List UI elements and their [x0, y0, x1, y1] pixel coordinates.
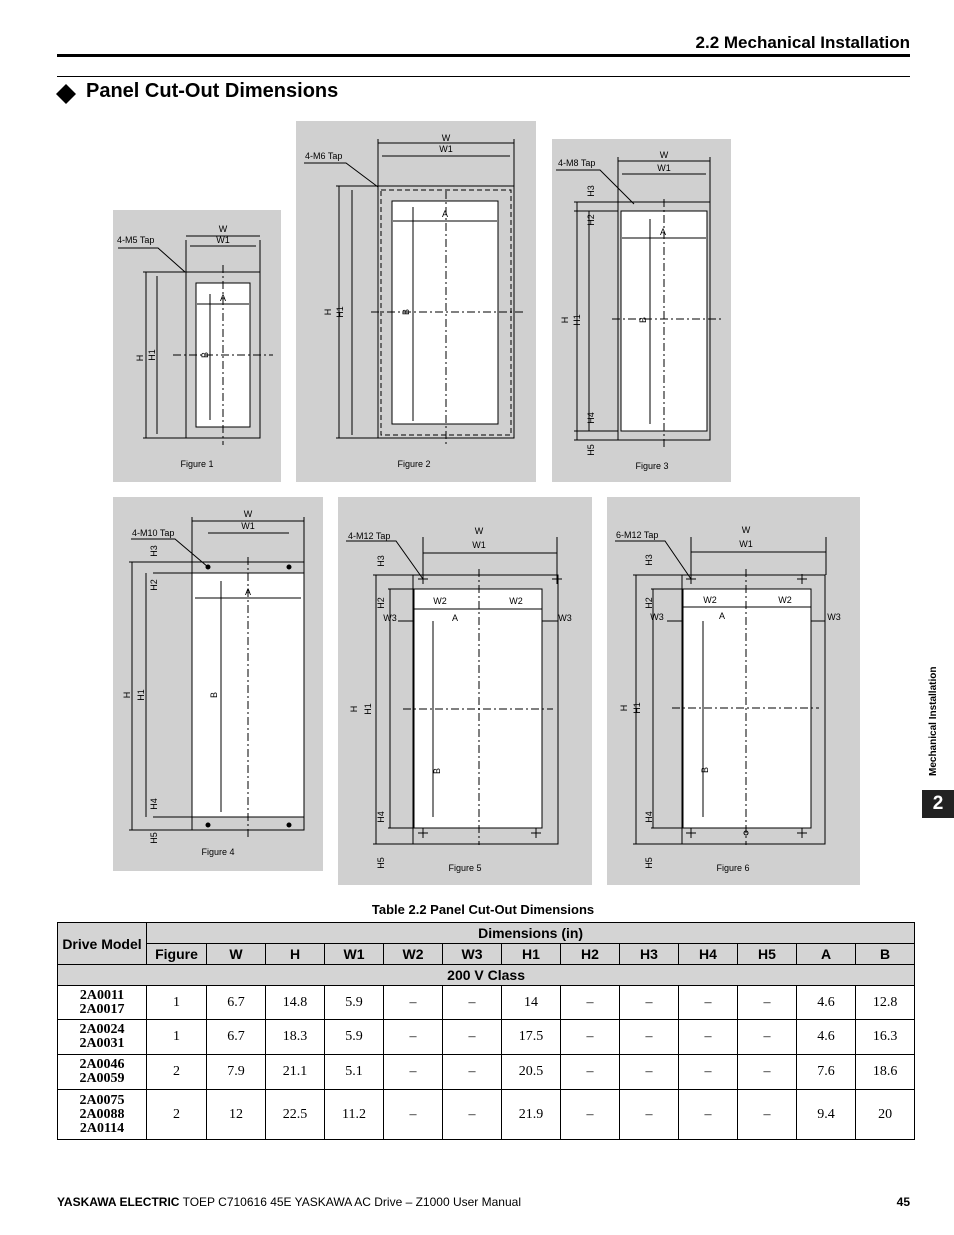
- column-header: Figure: [147, 944, 207, 965]
- class-label: 200 V Class: [58, 965, 915, 986]
- label-h2: H2: [149, 579, 159, 591]
- page-number: 45: [896, 1195, 910, 1209]
- label-h: H: [560, 316, 570, 324]
- figure-5-tap: 4-M12 Tap: [348, 531, 391, 541]
- dimension-cell: 4.6: [797, 1020, 856, 1055]
- dimension-cell: –: [443, 1090, 502, 1140]
- drive-model-header: Drive Model: [58, 923, 147, 965]
- header-section-title: 2.2 Mechanical Installation: [695, 33, 910, 52]
- label-w3: W3: [558, 613, 572, 623]
- drive-model-cell: [58, 1055, 147, 1090]
- label-w: W: [441, 133, 451, 143]
- figure-1-drawing: [113, 210, 281, 482]
- dimension-cell: –: [561, 1020, 620, 1055]
- dimension-cell: 21.1: [266, 1055, 325, 1090]
- label-h5: H5: [644, 857, 654, 869]
- dimension-cell: 22.5: [266, 1090, 325, 1140]
- dimension-cell: 18.3: [266, 1020, 325, 1055]
- dimension-cell: –: [561, 1090, 620, 1140]
- label-h5: H5: [586, 444, 596, 456]
- dimension-cell: –: [561, 1055, 620, 1090]
- label-w1: W1: [739, 539, 753, 549]
- chapter-tab: 2: [922, 790, 954, 818]
- column-header: H4: [679, 944, 738, 965]
- label-h3: H3: [644, 554, 654, 566]
- dimension-cell: –: [738, 986, 797, 1020]
- drive-model: 2A0031: [79, 1036, 125, 1051]
- label-a: A: [659, 227, 667, 237]
- label-a: A: [451, 613, 459, 623]
- drive-model: 2A0114: [79, 1120, 125, 1136]
- label-b: B: [638, 316, 648, 324]
- drive-model: 2A0059: [79, 1071, 125, 1086]
- table-caption: Table 2.2 Panel Cut-Out Dimensions: [371, 902, 595, 917]
- section-rule: [57, 76, 910, 77]
- label-b: B: [401, 308, 411, 316]
- column-header: H5: [738, 944, 797, 965]
- label-h4: H4: [586, 412, 596, 424]
- dimension-cell: 2: [147, 1055, 207, 1090]
- dimension-cell: 12: [207, 1090, 266, 1140]
- dimension-cell: –: [738, 1055, 797, 1090]
- label-h4: H4: [644, 811, 654, 823]
- figure-3-drawing: [552, 139, 731, 482]
- dimension-cell: 6.7: [207, 986, 266, 1020]
- dimension-cell: –: [443, 986, 502, 1020]
- label-w: W: [243, 509, 253, 519]
- dimension-cell: 6.7: [207, 1020, 266, 1055]
- dimension-cell: 5.1: [325, 1055, 384, 1090]
- figure-6-tap: 6-M12 Tap: [616, 530, 659, 540]
- label-h: H: [619, 704, 629, 712]
- dimension-cell: –: [384, 986, 443, 1020]
- dimension-cell: –: [679, 1090, 738, 1140]
- label-w2: W2: [509, 596, 523, 606]
- figure-1-caption: Figure 1: [180, 459, 214, 469]
- label-w1: W1: [657, 163, 671, 173]
- dimensions-table: [57, 922, 915, 1140]
- dimension-cell: 16.3: [856, 1020, 915, 1055]
- label-h2: H2: [644, 597, 654, 609]
- dimension-cell: 14.8: [266, 986, 325, 1020]
- label-h2: H2: [586, 214, 596, 226]
- label-h5: H5: [149, 832, 159, 844]
- class-row: [58, 965, 915, 986]
- label-w1: W1: [472, 540, 486, 550]
- figure-2-caption: Figure 2: [397, 459, 431, 469]
- label-w2: W2: [703, 595, 717, 605]
- dimension-cell: 5.9: [325, 1020, 384, 1055]
- drive-model-cell: [58, 1090, 147, 1140]
- column-header: A: [797, 944, 856, 965]
- dimension-cell: –: [679, 1020, 738, 1055]
- drive-model: 2A0011: [79, 987, 125, 1003]
- label-w: W: [474, 526, 484, 536]
- figure-5-caption: Figure 5: [448, 863, 482, 873]
- dimension-cell: –: [561, 986, 620, 1020]
- figure-2-drawing: [296, 121, 536, 482]
- column-header: W: [207, 944, 266, 965]
- table-row: [58, 1020, 915, 1055]
- column-header: W3: [443, 944, 502, 965]
- figure-5-drawing: [338, 497, 592, 885]
- drive-model: 2A0046: [79, 1057, 125, 1072]
- dimension-cell: 9.4: [797, 1090, 856, 1140]
- label-a: A: [244, 587, 252, 597]
- column-header: H: [266, 944, 325, 965]
- table-row: [58, 1055, 915, 1090]
- figure-2: [296, 121, 536, 482]
- label-w1: W1: [439, 144, 453, 154]
- dimension-cell: –: [384, 1055, 443, 1090]
- label-w3: W3: [827, 612, 841, 622]
- dimension-cell: –: [679, 1055, 738, 1090]
- label-h4: H4: [149, 798, 159, 810]
- figure-6: [607, 497, 860, 885]
- column-header: W2: [384, 944, 443, 965]
- label-w1: W1: [216, 235, 230, 245]
- dimension-cell: 17.5: [502, 1020, 561, 1055]
- dimension-cell: 14: [502, 986, 561, 1020]
- label-h3: H3: [376, 555, 386, 567]
- label-h: H: [323, 308, 333, 316]
- table-row: [58, 1090, 915, 1140]
- figure-3-tap: 4-M8 Tap: [558, 158, 596, 168]
- figure-3-caption: Figure 3: [635, 461, 669, 471]
- label-h1: H1: [572, 314, 582, 326]
- label-h: H: [135, 354, 145, 362]
- diamond-icon: [55, 83, 77, 105]
- label-h5: H5: [376, 857, 386, 869]
- figure-4-caption: Figure 4: [201, 847, 235, 857]
- figure-5: [338, 497, 592, 885]
- dimension-cell: 11.2: [325, 1090, 384, 1140]
- dimension-cell: 12.8: [856, 986, 915, 1020]
- column-header: W1: [325, 944, 384, 965]
- dimension-cell: –: [384, 1090, 443, 1140]
- dimension-cell: –: [443, 1055, 502, 1090]
- dimension-cell: 7.6: [797, 1055, 856, 1090]
- side-tab-label: Mechanical Installation: [928, 666, 939, 776]
- figure-6-caption: Figure 6: [716, 863, 750, 873]
- dimension-cell: 2: [147, 1090, 207, 1140]
- label-b: B: [432, 767, 442, 775]
- figure-4: [113, 497, 323, 871]
- column-header-row: [58, 944, 915, 965]
- label-h1: H1: [363, 703, 373, 715]
- dimension-cell: –: [738, 1020, 797, 1055]
- dimensions-header: Dimensions (in): [147, 923, 915, 944]
- label-w2: W2: [778, 595, 792, 605]
- label-h2: H2: [376, 597, 386, 609]
- dimension-cell: 18.6: [856, 1055, 915, 1090]
- label-b: B: [700, 766, 710, 774]
- label-w: W: [218, 224, 228, 234]
- dimension-cell: 20.5: [502, 1055, 561, 1090]
- footer: [57, 1195, 521, 1209]
- dimension-cell: –: [620, 1090, 679, 1140]
- dimension-cell: 20: [856, 1090, 915, 1140]
- footer-doc: TOEP C710616 45E YASKAWA AC Drive – Z1000 User Manual: [179, 1195, 521, 1209]
- label-h: H: [349, 705, 359, 713]
- dimension-cell: –: [620, 1055, 679, 1090]
- label-b: B: [209, 691, 219, 699]
- label-h4: H4: [376, 811, 386, 823]
- label-w2: W2: [433, 596, 447, 606]
- dimension-cell: –: [443, 1020, 502, 1055]
- dimension-cell: 7.9: [207, 1055, 266, 1090]
- label-w3: W3: [650, 612, 664, 622]
- figure-4-tap: 4-M10 Tap: [132, 528, 175, 538]
- label-h: H: [122, 691, 132, 699]
- label-w1: W1: [241, 521, 255, 531]
- label-w: W: [659, 150, 669, 160]
- drive-model: 2A0075: [79, 1092, 125, 1108]
- figure-4-drawing: [113, 497, 323, 871]
- label-h1: H1: [632, 702, 642, 714]
- label-w3: W3: [383, 613, 397, 623]
- label-h1: H1: [136, 689, 146, 701]
- dimension-cell: 21.9: [502, 1090, 561, 1140]
- section-title: Panel Cut-Out Dimensions: [86, 80, 339, 102]
- dimension-cell: 1: [147, 986, 207, 1020]
- figure-3: [552, 139, 731, 482]
- column-header: H3: [620, 944, 679, 965]
- dimension-cell: –: [679, 986, 738, 1020]
- dimension-cell: –: [738, 1090, 797, 1140]
- figure-6-drawing: [607, 497, 860, 885]
- label-h3: H3: [586, 185, 596, 197]
- label-h3: H3: [149, 545, 159, 557]
- label-w: W: [741, 525, 751, 535]
- dimension-cell: 4.6: [797, 986, 856, 1020]
- column-header: B: [856, 944, 915, 965]
- column-header: H1: [502, 944, 561, 965]
- dimension-cell: 5.9: [325, 986, 384, 1020]
- drive-model: 2A0088: [79, 1106, 125, 1122]
- drive-model: 2A0024: [79, 1022, 125, 1037]
- drive-model-cell: [58, 1020, 147, 1055]
- drive-model-cell: [58, 986, 147, 1020]
- dimension-cell: 1: [147, 1020, 207, 1055]
- footer-brand: YASKAWA ELECTRIC: [57, 1195, 180, 1209]
- table-row: [58, 986, 915, 1020]
- label-a: A: [219, 293, 227, 303]
- dimension-cell: –: [384, 1020, 443, 1055]
- label-a: A: [441, 209, 449, 219]
- dimension-cell: –: [620, 986, 679, 1020]
- dimension-cell: –: [620, 1020, 679, 1055]
- label-h1: H1: [335, 306, 345, 318]
- figure-1: [113, 210, 281, 482]
- label-h1: H1: [147, 349, 157, 361]
- label-b: B: [200, 351, 210, 359]
- drive-model: 2A0017: [79, 1001, 125, 1017]
- label-a: A: [718, 611, 726, 621]
- figure-2-tap: 4-M6 Tap: [305, 151, 343, 161]
- figure-1-tap: 4-M5 Tap: [117, 235, 155, 245]
- column-header: H2: [561, 944, 620, 965]
- header-rule: [57, 54, 910, 57]
